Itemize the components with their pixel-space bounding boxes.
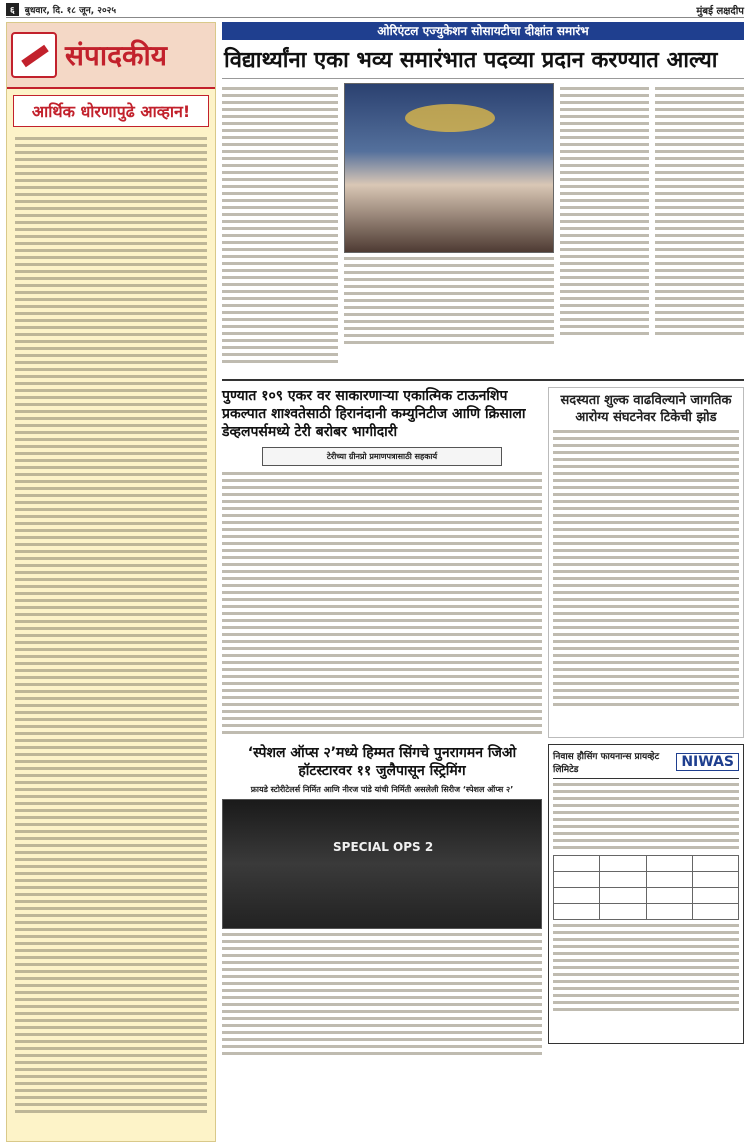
story2-deck: टेरीच्या ग्रीनप्रो प्रमाणपत्रासाठी सहकार्य	[262, 447, 502, 466]
graduation-photo	[344, 83, 554, 253]
notice-company: निवास हौसिंग फायनान्स प्रायव्हेट लिमिटेड	[553, 752, 660, 775]
story1-text-left	[222, 83, 338, 375]
story4-headline: ‘स्पेशल ऑप्स २’मध्ये हिम्मत सिंगचे पुनरागमन जिओ हॉटस्टारवर ११ जुलैपासून स्ट्रिमिंग	[247, 745, 517, 779]
story3	[548, 387, 744, 738]
story1-body	[222, 83, 744, 375]
page-date: बुधवार, दि. १८ जून, २०२५	[24, 6, 117, 16]
public-notice-ad	[548, 744, 744, 1044]
pen-icon	[11, 32, 57, 78]
story2-body	[222, 472, 542, 734]
main-news-area	[222, 22, 744, 1059]
notice-text	[553, 783, 739, 849]
editorial-headline: आर्थिक धोरणापुढे आव्हान!	[13, 95, 209, 127]
story1-headline: विद्यार्थ्यांना एका भव्य समारंभात पदव्या प्रदान करण्यात आल्या	[222, 40, 744, 79]
story1-caption-text	[344, 257, 554, 344]
story1-banner: ओरिएंटल एज्युकेशन सोसायटीचा दीक्षांत समारंभ	[222, 22, 744, 40]
story4-body	[222, 933, 542, 1055]
notice-text-lower	[553, 924, 739, 1011]
notice-table	[553, 855, 739, 920]
story2	[222, 387, 542, 738]
niwas-logo: NIWAS	[676, 753, 739, 771]
editorial-column	[6, 22, 216, 1142]
special-ops-photo: SPECIAL OPS 2	[222, 799, 542, 929]
editorial-header	[7, 23, 215, 89]
story2-headline: पुण्यात १०९ एकर वर साकारणाऱ्या एकात्मिक टाऊनशिप प्रकल्पात शाश्वतेसाठी हिरानंदानी कम्युनिटीज आणि क्रिसाला डेव्हलपर्समध्ये टेरी बरोबर भागीदारी	[222, 388, 526, 440]
page-header	[6, 2, 744, 18]
story3-headline: सदस्यता शुल्क वाढविल्याने जागतिक आरोग्य संघटनेवर टिकेची झोड	[560, 393, 732, 425]
section-divider	[222, 379, 744, 381]
editorial-body	[7, 131, 215, 1119]
masthead-brand: मुंबई लक्षदीप	[696, 5, 744, 17]
story4-deck: फ्रायडे स्टोरीटेलर्स निर्मित आणि नीरज पांडे यांची निर्मिती असलेली सिरीज ‘स्पेशल ऑप्स २’	[250, 785, 514, 794]
editorial-title: संपादकीय	[65, 39, 167, 72]
story4	[222, 744, 542, 1059]
story1-text-right	[560, 83, 744, 375]
story3-body	[553, 430, 739, 706]
page-number: ६	[6, 3, 19, 16]
